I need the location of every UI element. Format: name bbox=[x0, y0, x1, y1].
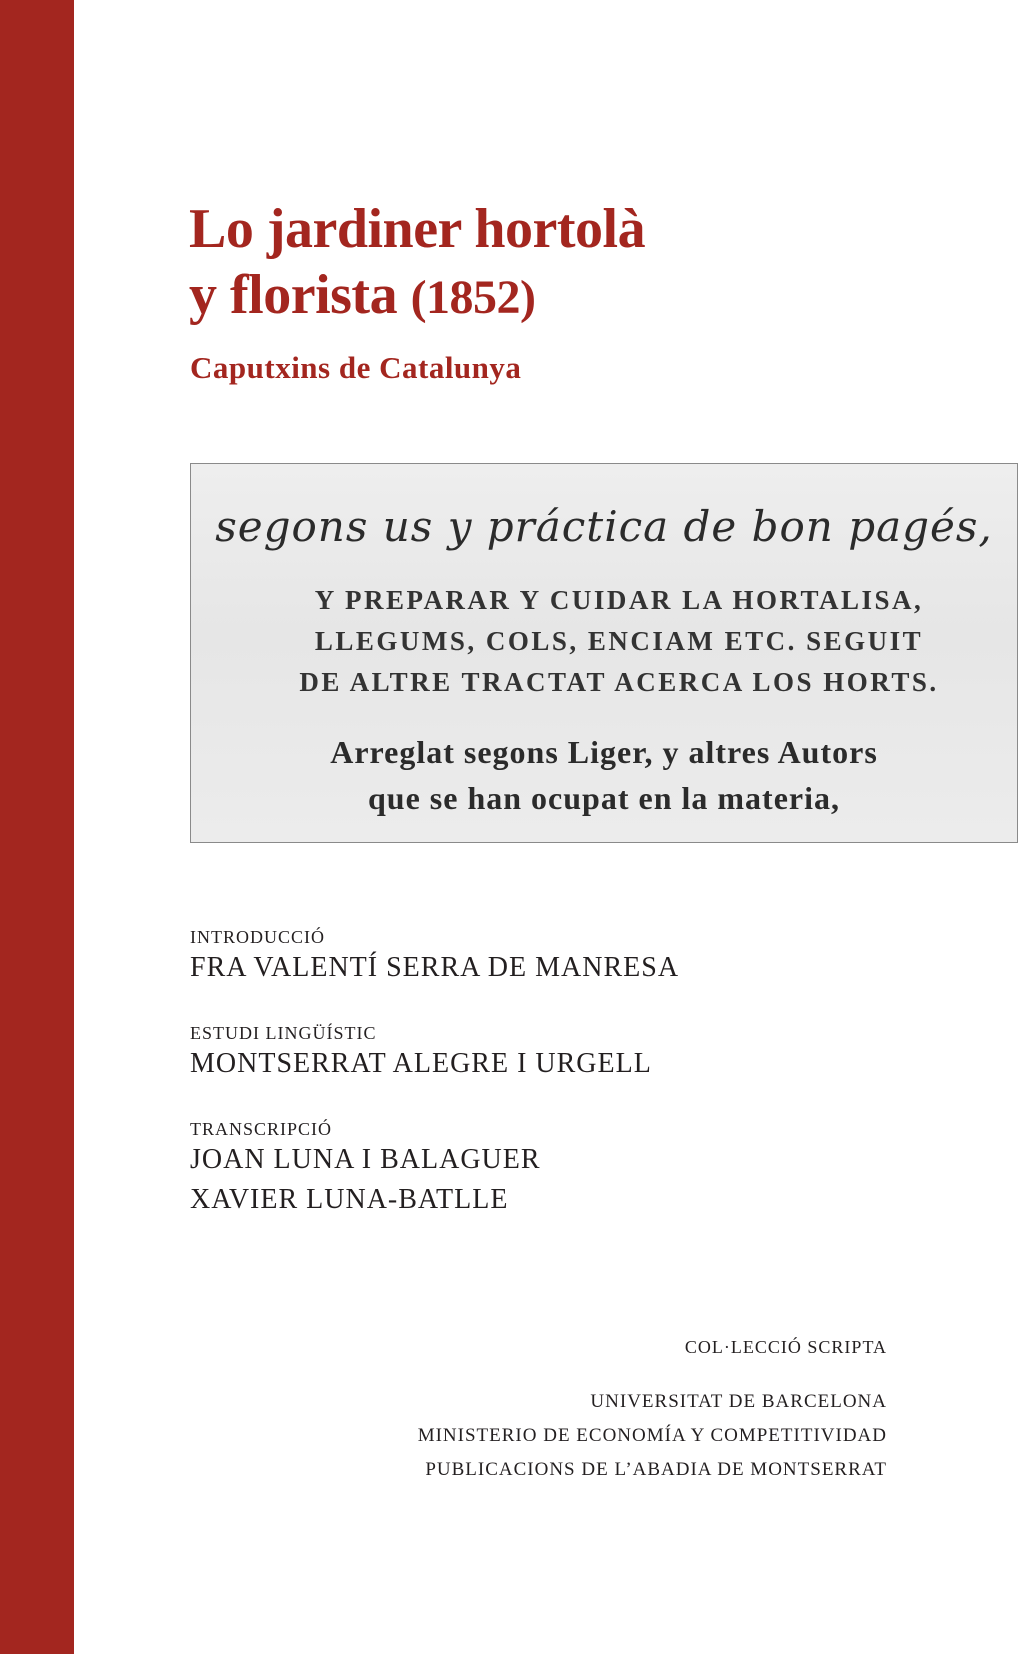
title-year: (1852) bbox=[410, 271, 536, 324]
facsimile-line-blackletter: segons us y práctica de bon pagés, bbox=[215, 502, 993, 551]
publisher-block bbox=[418, 1335, 887, 1487]
publisher-line: MINISTERIO DE ECONOMÍA Y COMPETITIVIDAD bbox=[417, 1425, 887, 1446]
facsimile-tail-line-1: Arreglat segons Liger, y altres Autors bbox=[330, 734, 878, 770]
title-line-1: Lo jardiner hortolà bbox=[189, 198, 646, 260]
spine-deckled-edge bbox=[70, 0, 78, 1654]
facsimile-caps-line-3: DE ALTRE TRACTAT ACERCA LOS HORTS. bbox=[299, 667, 939, 697]
publisher-line: PUBLICACIONS DE L’ABADIA DE MONTSERRAT bbox=[425, 1459, 887, 1480]
credit-name: XAVIER LUNA-BATLLE bbox=[190, 1184, 509, 1215]
credit-linguistic-study bbox=[190, 1022, 652, 1084]
credit-name: JOAN LUNA I BALAGUER bbox=[190, 1144, 541, 1175]
credit-role: INTRODUCCIÓ bbox=[190, 927, 325, 947]
facsimile-image bbox=[190, 463, 1018, 843]
facsimile-caps-line-1: Y PREPARAR Y CUIDAR LA HORTALISA, bbox=[314, 585, 924, 615]
credit-role: TRANSCRIPCIÓ bbox=[190, 1119, 333, 1139]
credit-name: MONTSERRAT ALEGRE I URGELL bbox=[190, 1048, 652, 1079]
credit-role: ESTUDI LINGÜÍSTIC bbox=[190, 1023, 377, 1043]
collection-name: COL·LECCIÓ SCRIPTA bbox=[684, 1337, 887, 1357]
red-spine-band bbox=[0, 0, 74, 1654]
book-title bbox=[189, 196, 645, 331]
book-subtitle: Caputxins de Catalunya bbox=[190, 350, 522, 385]
credit-name: FRA VALENTÍ SERRA DE MANRESA bbox=[190, 952, 680, 983]
publisher-line: UNIVERSITAT DE BARCELONA bbox=[590, 1391, 887, 1412]
credit-transcription bbox=[190, 1118, 541, 1220]
title-line-2: y florista bbox=[189, 264, 398, 326]
facsimile-caps-line-2: LLEGUMS, COLS, ENCIAM ETC. SEGUIT bbox=[314, 626, 924, 656]
credit-introduction bbox=[190, 926, 679, 988]
facsimile-tail-line-2: que se han ocupat en la materia, bbox=[368, 780, 840, 816]
